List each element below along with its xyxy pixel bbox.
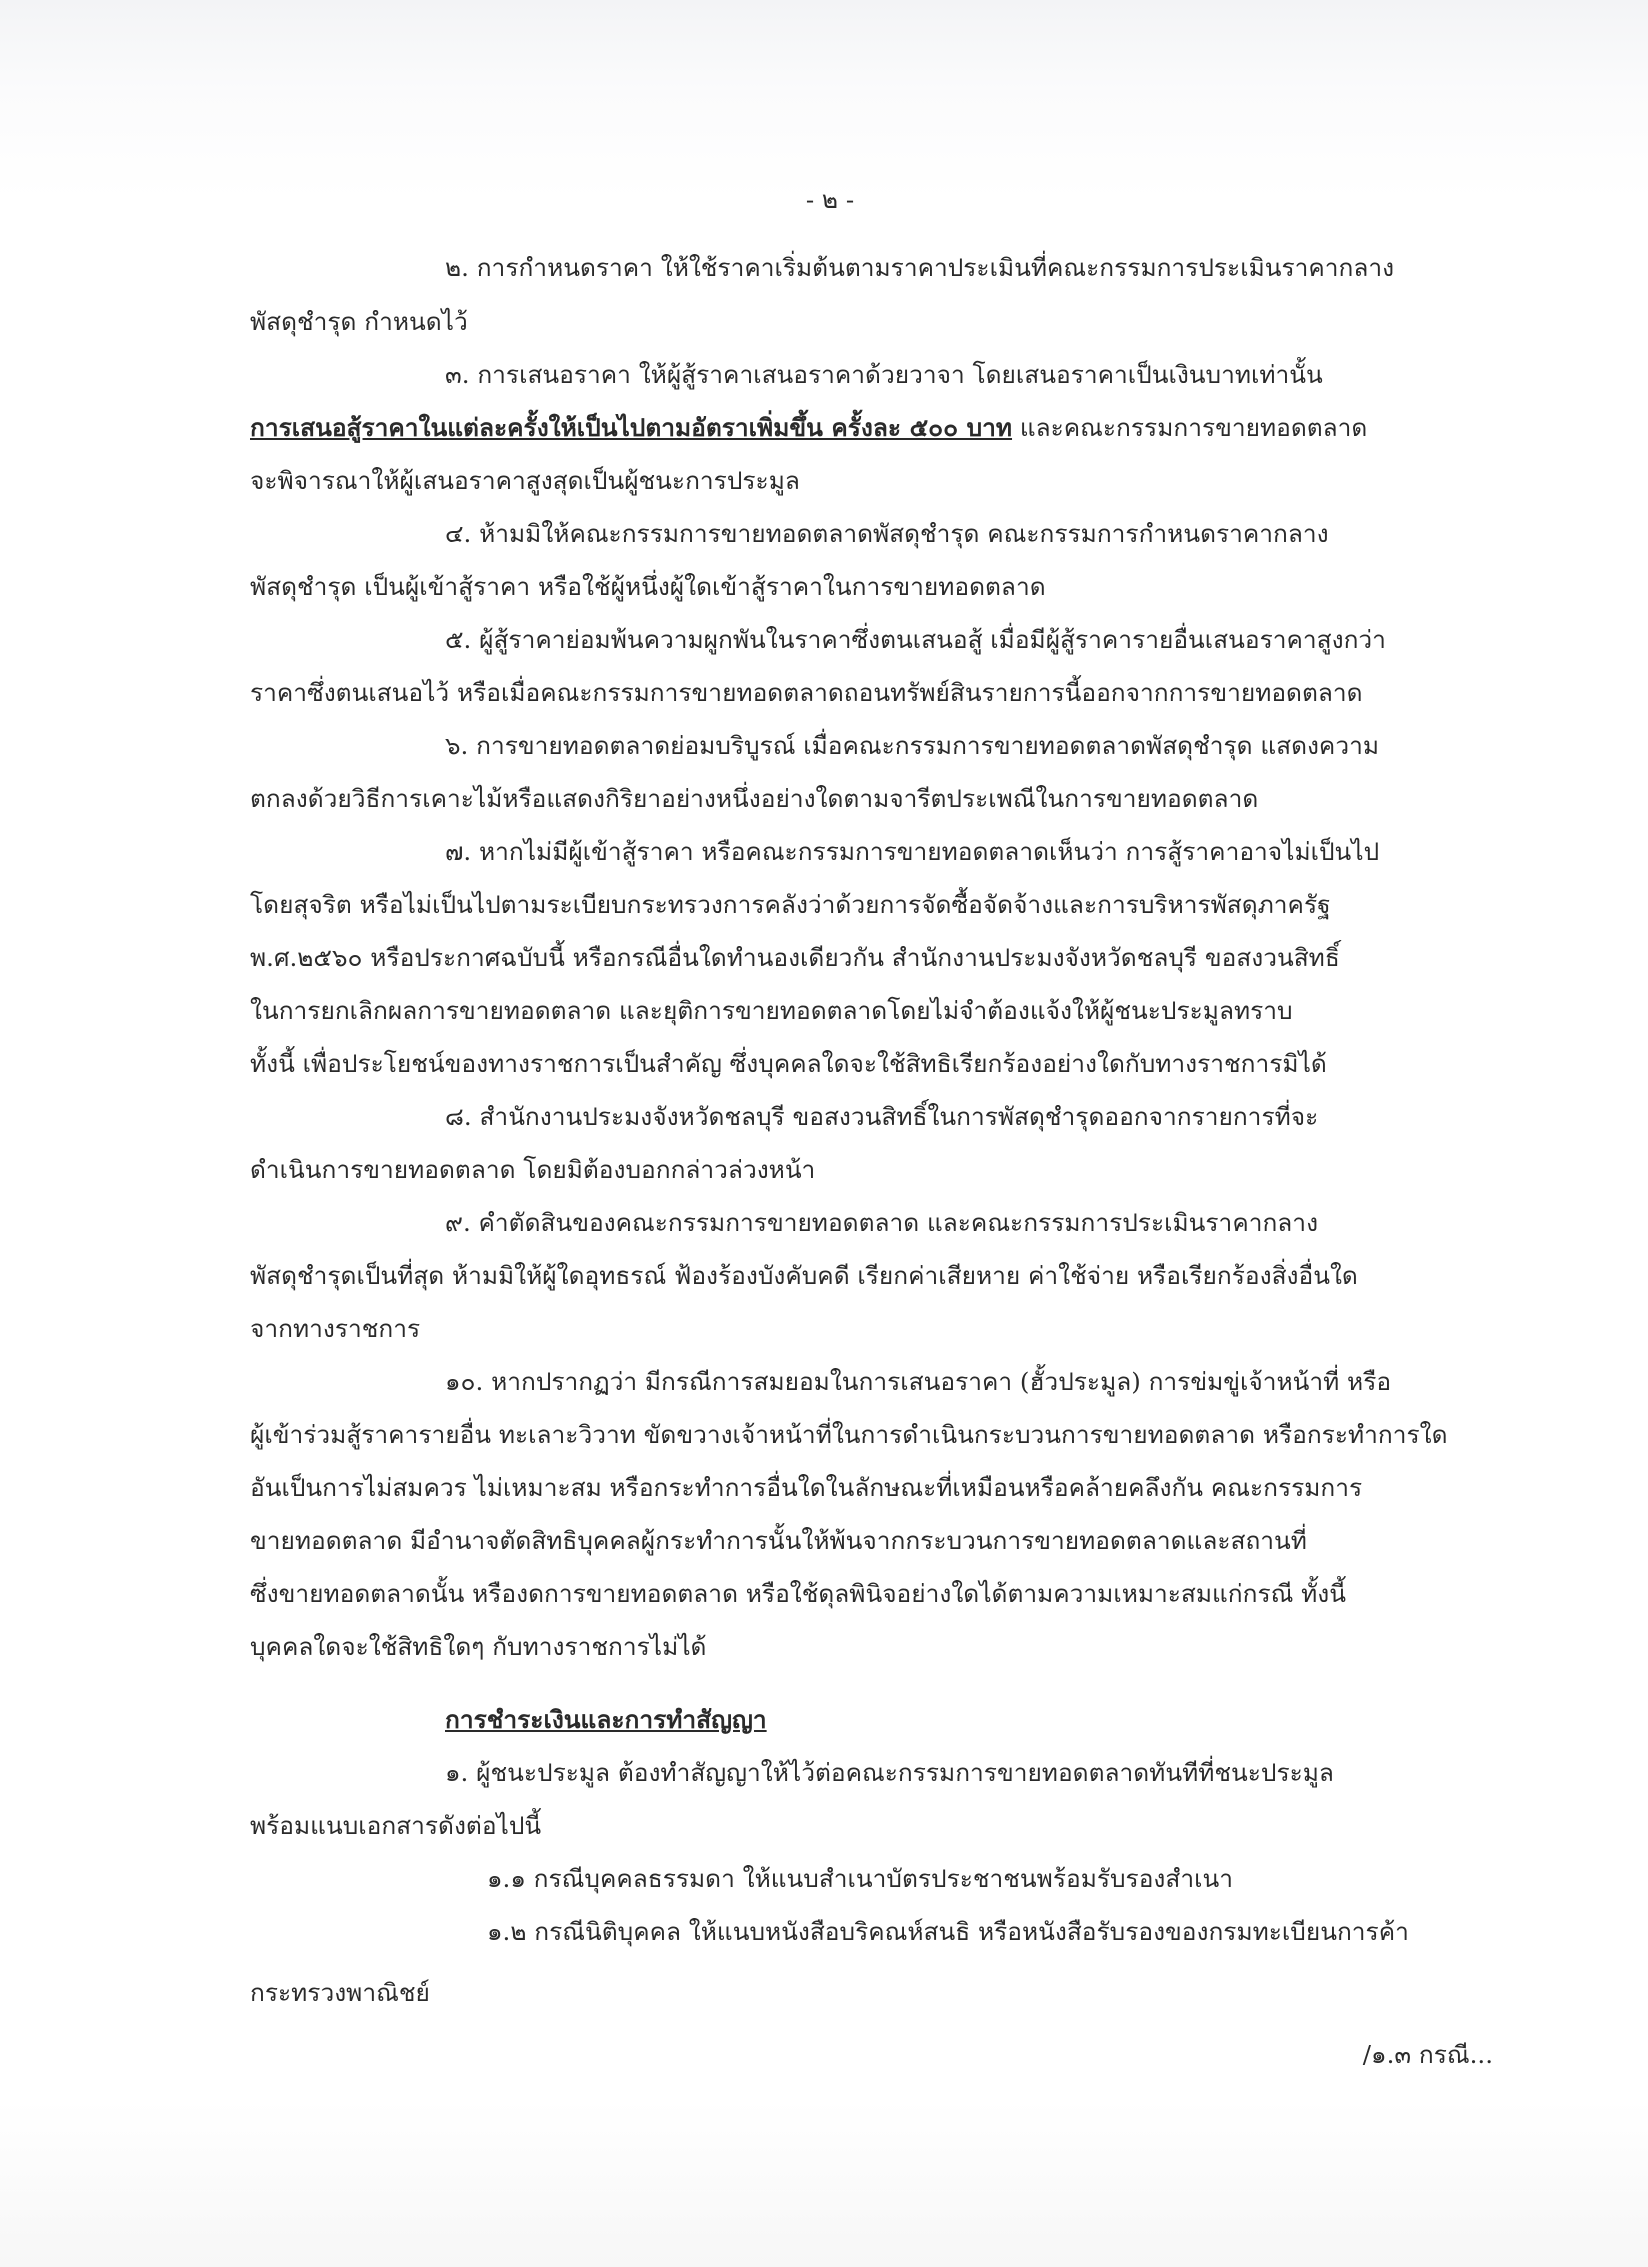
paragraph-line: ๗. หากไม่มีผู้เข้าสู้ราคา หรือคณะกรรมการขายทอดตลาดเห็นว่า การสู้ราคาอาจไม่เป็นไป [445,837,1380,866]
paragraph-line: ๖. การขายทอดตลาดย่อมบริบูรณ์ เมื่อคณะกรรมการขายทอดตลาดพัสดุชำรุด แสดงความ [445,731,1379,760]
paragraph-line: พัสดุชำรุด เป็นผู้เข้าสู้ราคา หรือใช้ผู้หนึ่งผู้ใดเข้าสู้ราคาในการขายทอดตลาด [250,572,1046,601]
paragraph-line: พ.ศ.๒๕๖๐ หรือประกาศฉบับนี้ หรือกรณีอื่นใดทำนองเดียวกัน สำนักงานประมงจังหวัดชลบุรี ขอสงวนสิทธิ์ [250,943,1340,972]
paragraph-line: ซึ่งขายทอดตลาดนั้น หรืองดการขายทอดตลาด หรือใช้ดุลพินิจอย่างใดได้ตามความเหมาะสมแก่กรณี ทั้งนี้ [250,1579,1347,1608]
paragraph-line: บุคคลใดจะใช้สิทธิใดๆ กับทางราชการไม่ได้ [250,1632,707,1661]
paragraph-line: ๑.๑ กรณีบุคคลธรรมดา ให้แนบสำเนาบัตรประชาชนพร้อมรับรองสำเนา [487,1864,1233,1893]
paragraph-line: ๑๐. หากปรากฏว่า มีกรณีการสมยอมในการเสนอราคา (ฮั้วประมูล) การข่มขู่เจ้าหน้าที่ หรือ [445,1367,1392,1396]
paragraph-line: ผู้เข้าร่วมสู้ราคารายอื่น ทะเลาะวิวาท ขัดขวางเจ้าหน้าที่ในการดำเนินกระบวนการขายทอดตลาด หรือกระทำการใด [250,1420,1448,1449]
paragraph-line: ๑.๒ กรณีนิติบุคคล ให้แนบหนังสือบริคณห์สนธิ หรือหนังสือรับรองของกรมทะเบียนการค้า [487,1917,1409,1946]
paragraph-line: จะพิจารณาให้ผู้เสนอราคาสูงสุดเป็นผู้ชนะการประมูล [250,466,800,495]
paragraph-line: ๓. การเสนอราคา ให้ผู้สู้ราคาเสนอราคาด้วยวาจา โดยเสนอราคาเป็นเงินบาทเท่านั้น [445,360,1323,389]
paragraph-line: ๔. ห้ามมิให้คณะกรรมการขายทอดตลาดพัสดุชำรุด คณะกรรมการกำหนดราคากลาง [445,519,1329,548]
paragraph-line: ขายทอดตลาด มีอำนาจตัดสิทธิบุคคลผู้กระทำการนั้นให้พ้นจากกระบวนการขายทอดตลาดและสถานที่ [250,1526,1307,1555]
paragraph-line: ๑. ผู้ชนะประมูล ต้องทำสัญญาให้ไว้ต่อคณะกรรมการขายทอดตลาดทันทีที่ชนะประมูล [445,1758,1334,1787]
paragraph-line: ๕. ผู้สู้ราคาย่อมพ้นความผูกพันในราคาซึ่งตนเสนอสู้ เมื่อมีผู้สู้ราคารายอื่นเสนอราคาสูงกว่า [445,625,1386,654]
section-heading: การชำระเงินและการทำสัญญา [445,1705,767,1734]
paragraph-line [250,408,1367,448]
paragraph-line: ๒. การกำหนดราคา ให้ใช้ราคาเริ่มต้นตามราคาประเมินที่คณะกรรมการประเมินราคากลาง [445,253,1395,282]
paragraph-line: จากทางราชการ [250,1314,421,1343]
paragraph-line: ดำเนินการขายทอดตลาด โดยมิต้องบอกกล่าวล่วงหน้า [250,1155,816,1184]
bid-increment-rule: การเสนอสู้ราคาในแต่ละครั้งให้เป็นไปตามอัตราเพิ่มขึ้น ครั้งละ ๕๐๐ บาท [250,413,1013,442]
paragraph-line: ๙. คำตัดสินของคณะกรรมการขายทอดตลาด และคณะกรรมการประเมินราคากลาง [445,1208,1319,1237]
continuation-note: /๑.๓ กรณี... [1362,2040,1493,2069]
paragraph-line: อันเป็นการไม่สมควร ไม่เหมาะสม หรือกระทำการอื่นใดในลักษณะที่เหมือนหรือคล้ายคลึงกัน คณะกรรมการ [250,1473,1363,1502]
paragraph-line-rest: และคณะกรรมการขายทอดตลาด [1012,413,1368,442]
paragraph-line: ๘. สำนักงานประมงจังหวัดชลบุรี ขอสงวนสิทธิ์ในการพัสดุชำรุดออกจากรายการที่จะ [445,1102,1319,1131]
paragraph-line: พัสดุชำรุดเป็นที่สุด ห้ามมิให้ผู้ใดอุทธรณ์ ฟ้องร้องบังคับคดี เรียกค่าเสียหาย ค่าใช้จ่าย หรือเรียกร้องสิ่งอื่นใด [250,1261,1358,1290]
paragraph-line: ตกลงด้วยวิธีการเคาะไม้หรือแสดงกิริยาอย่างหนึ่งอย่างใดตามจารีตประเพณีในการขายทอดตลาด [250,784,1259,813]
paragraph-line: ในการยกเลิกผลการขายทอดตลาด และยุติการขายทอดตลาดโดยไม่จำต้องแจ้งให้ผู้ชนะประมูลทราบ [250,996,1293,1025]
paragraph-line: โดยสุจริต หรือไม่เป็นไปตามระเบียบกระทรวงการคลังว่าด้วยการจัดซื้อจัดจ้างและการบริหารพัสดุภาครัฐ [250,890,1331,919]
paragraph-line: พัสดุชำรุด กำหนดไว้ [250,307,468,336]
paragraph-line: ทั้งนี้ เพื่อประโยชน์ของทางราชการเป็นสำคัญ ซึ่งบุคคลใดจะใช้สิทธิเรียกร้องอย่างใดกับทางราชการมิได้ [250,1049,1327,1078]
page-number: - ๒ - [805,185,855,214]
paragraph-line: กระทรวงพาณิชย์ [250,1978,430,2007]
paragraph-line: พร้อมแนบเอกสารดังต่อไปนี้ [250,1811,542,1840]
paragraph-line: ราคาซึ่งตนเสนอไว้ หรือเมื่อคณะกรรมการขายทอดตลาดถอนทรัพย์สินรายการนี้ออกจากการขายทอดตลาด [250,678,1363,707]
